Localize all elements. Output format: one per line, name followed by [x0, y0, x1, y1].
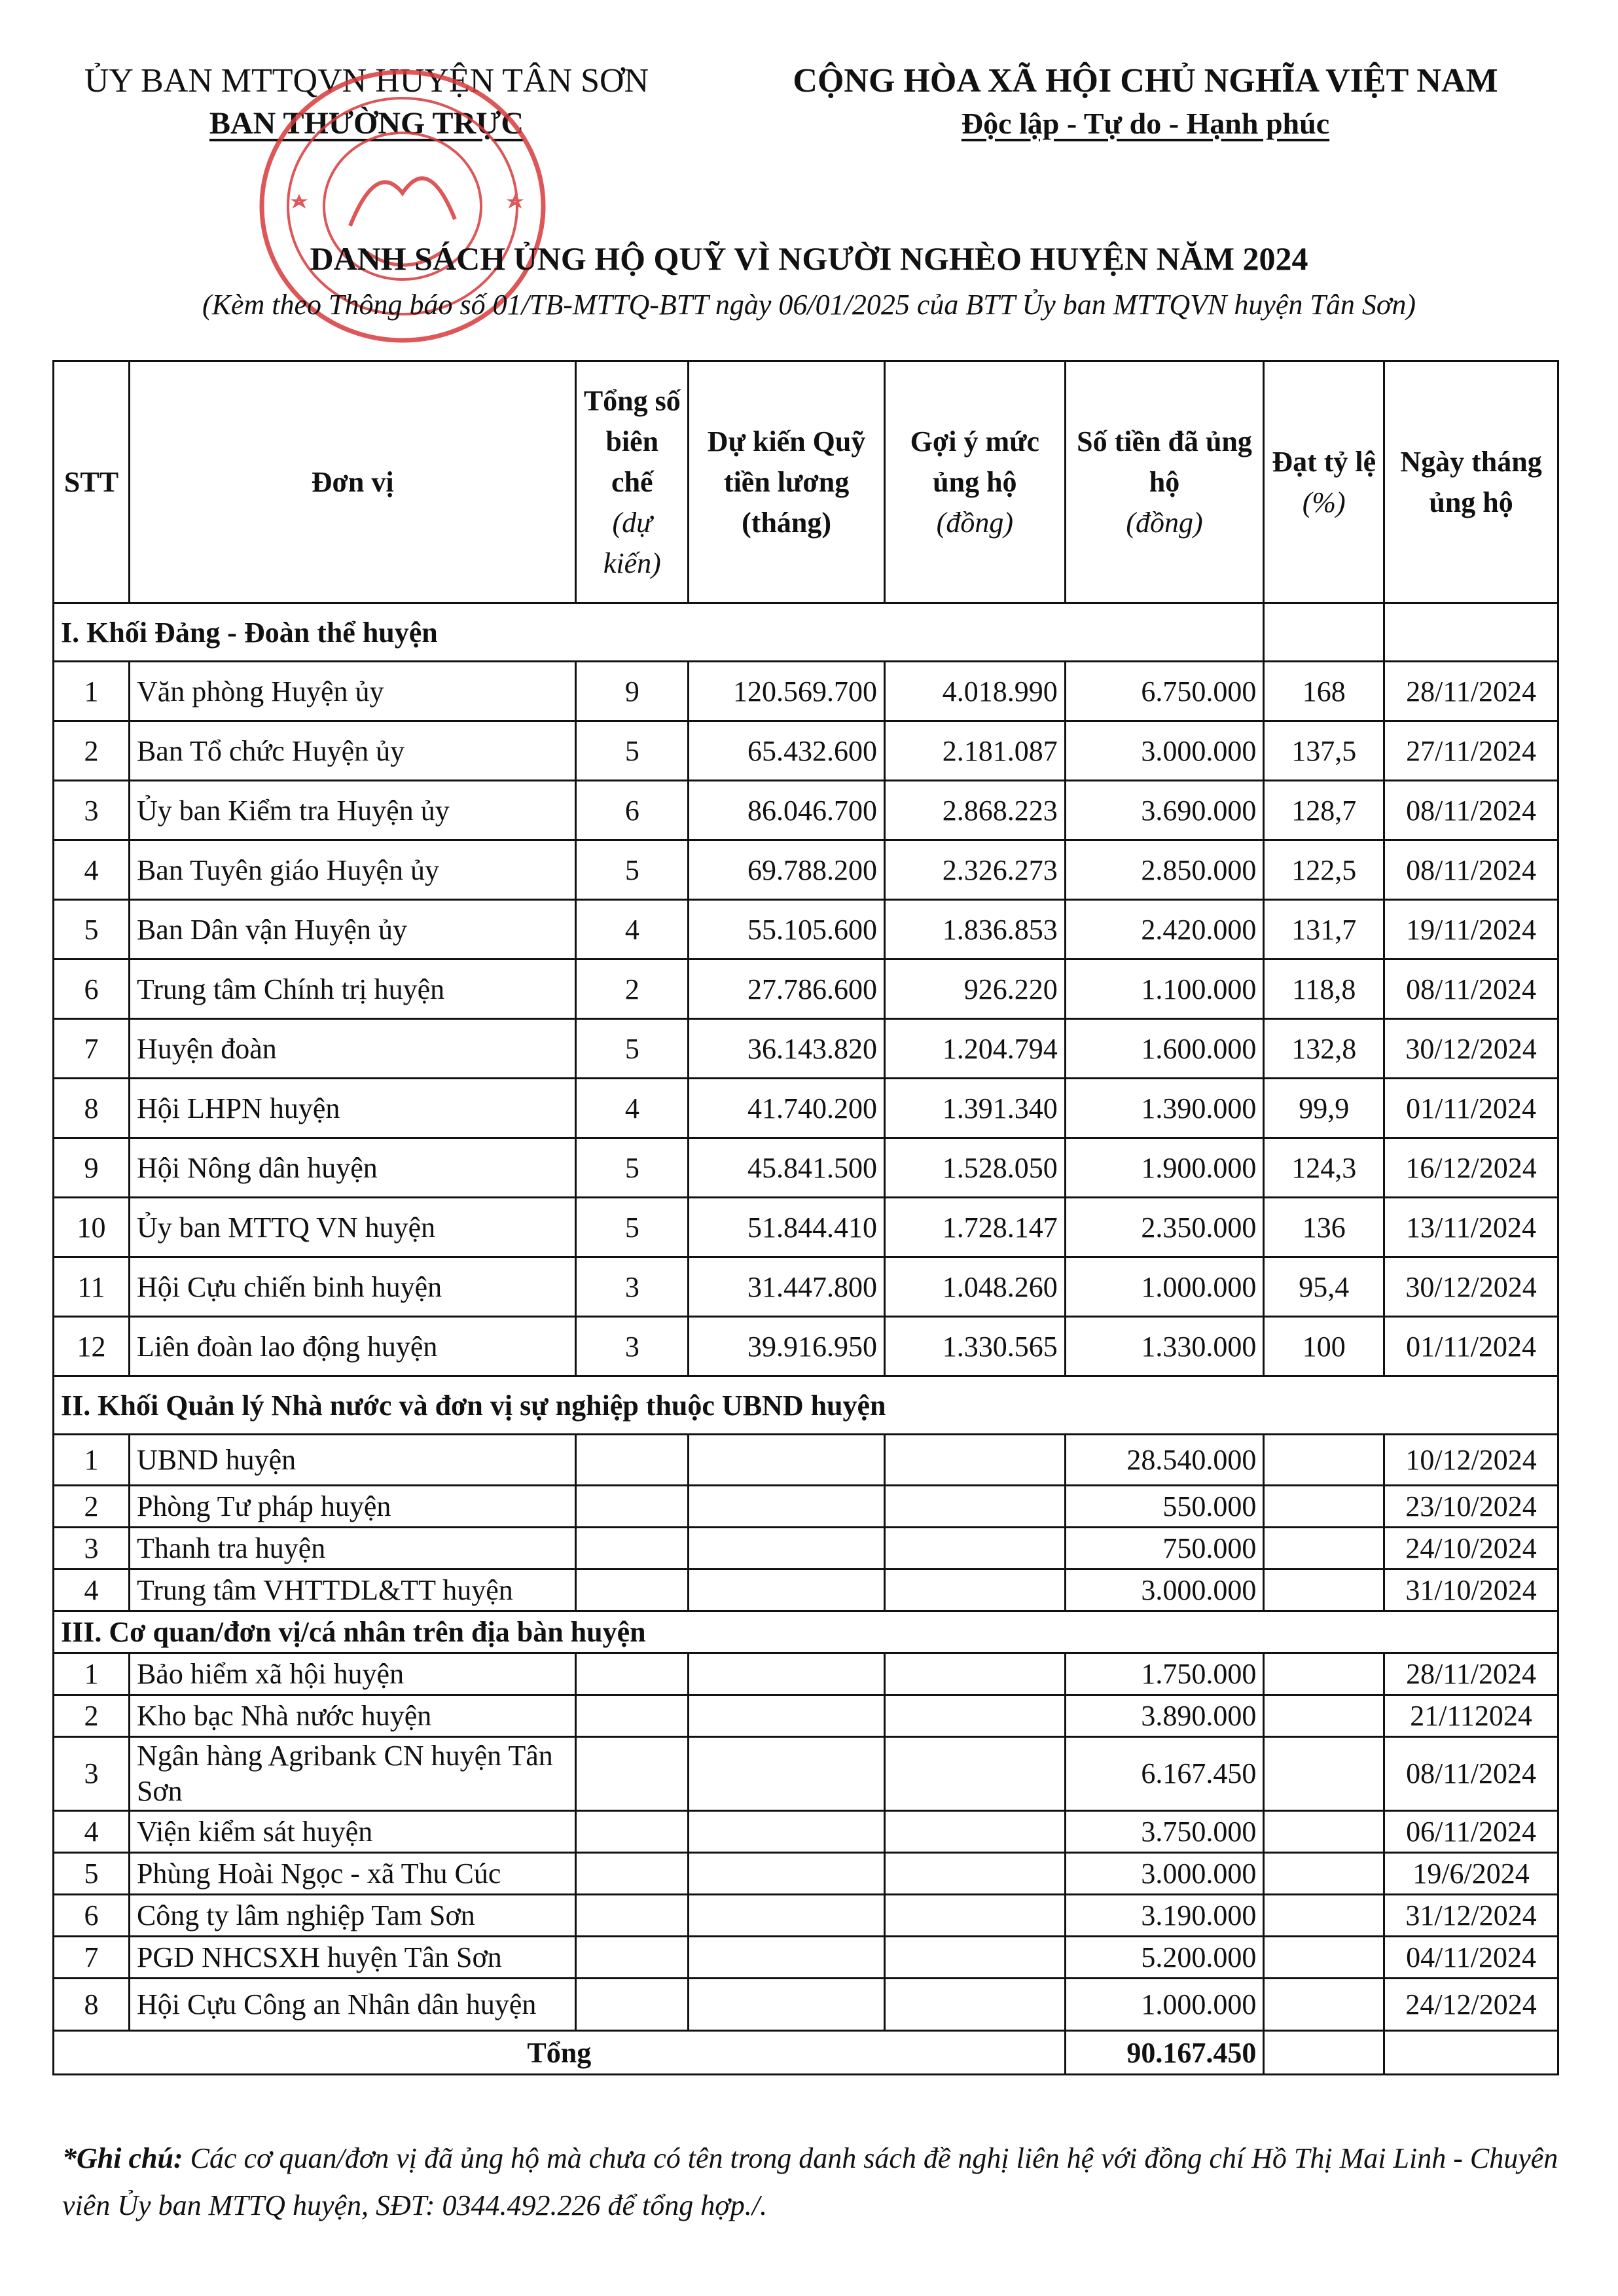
seal-star-left	[294, 196, 304, 206]
cell-rate: 100	[1264, 1317, 1384, 1376]
cell-unit: Liên đoàn lao động huyện	[129, 1317, 575, 1376]
cell-salary-fund: 120.569.700	[689, 662, 885, 721]
table-row	[54, 960, 1558, 1019]
cell-stt: 3	[54, 781, 130, 840]
cell-donated: 550.000	[1065, 1486, 1264, 1528]
cell-rate: 137,5	[1264, 721, 1384, 781]
cell-salary-fund: 31.447.800	[689, 1257, 885, 1317]
cell-salary-fund	[689, 1853, 885, 1895]
cell-suggested	[884, 1737, 1065, 1811]
cell-staff: 5	[576, 840, 689, 900]
table-row	[54, 1695, 1558, 1737]
table-row	[54, 1853, 1558, 1895]
cell-stt: 2	[54, 1486, 130, 1528]
cell-suggested	[884, 1528, 1065, 1570]
col-header-suggested	[884, 361, 1065, 603]
cell-staff	[576, 1737, 689, 1811]
cell-unit: Phùng Hoài Ngọc - xã Thu Cúc	[129, 1853, 575, 1895]
table-row	[54, 1079, 1558, 1138]
cell-date: 21/112024	[1384, 1695, 1558, 1737]
cell-stt: 7	[54, 1937, 130, 1979]
cell-suggested	[884, 1653, 1065, 1695]
donation-table	[52, 360, 1559, 2075]
section-header-row	[54, 1376, 1558, 1435]
col-header-staff-label: Tổng số biên chế	[583, 384, 681, 498]
cell-date: 01/11/2024	[1384, 1079, 1558, 1138]
section-header-row	[54, 603, 1558, 662]
cell-stt: 11	[54, 1257, 130, 1317]
cell-unit: Hội Nông dân huyện	[129, 1138, 575, 1198]
cell-rate	[1264, 1937, 1384, 1979]
col-header-rate	[1264, 361, 1384, 603]
cell-date: 28/11/2024	[1384, 1653, 1558, 1695]
cell-stt: 4	[54, 840, 130, 900]
cell-date: 31/12/2024	[1384, 1895, 1558, 1937]
cell-donated: 6.167.450	[1065, 1737, 1264, 1811]
cell-staff	[576, 1979, 689, 2031]
section-header-row	[54, 1611, 1558, 1653]
cell-rate: 124,3	[1264, 1138, 1384, 1198]
cell-rate	[1264, 1570, 1384, 1611]
cell-unit: Ban Dân vận Huyện ủy	[129, 900, 575, 960]
cell-donated: 3.890.000	[1065, 1695, 1264, 1737]
cell-staff: 6	[576, 781, 689, 840]
cell-unit: Viện kiểm sát huyện	[129, 1811, 575, 1853]
col-header-unit: Đơn vị	[129, 361, 575, 603]
section-title: II. Khối Quản lý Nhà nước và đơn vị sự nghiệp thuộc UBND huyện	[54, 1376, 1558, 1435]
cell-suggested: 1.728.147	[884, 1198, 1065, 1257]
cell-rate	[1264, 1653, 1384, 1695]
cell-staff: 3	[576, 1317, 689, 1376]
cell-rate	[1264, 1811, 1384, 1853]
cell-date: 31/10/2024	[1384, 1570, 1558, 1611]
cell-date: 27/11/2024	[1384, 721, 1558, 781]
cell-stt: 1	[54, 1435, 130, 1486]
cell-unit: Bảo hiểm xã hội huyện	[129, 1653, 575, 1695]
cell-suggested: 1.048.260	[884, 1257, 1065, 1317]
cell-rate	[1264, 1695, 1384, 1737]
cell-donated: 750.000	[1065, 1528, 1264, 1570]
table-row	[54, 1198, 1558, 1257]
table-row	[54, 900, 1558, 960]
section-title-blank	[1384, 603, 1558, 662]
table-row	[54, 1138, 1558, 1198]
col-header-staff	[576, 361, 689, 603]
total-blank	[1384, 2031, 1558, 2075]
cell-date: 08/11/2024	[1384, 1737, 1558, 1811]
cell-stt: 8	[54, 1079, 130, 1138]
cell-unit: Huyện đoàn	[129, 1019, 575, 1079]
cell-rate: 168	[1264, 662, 1384, 721]
cell-staff: 9	[576, 662, 689, 721]
cell-unit: Trung tâm Chính trị huyện	[129, 960, 575, 1019]
cell-stt: 8	[54, 1979, 130, 2031]
cell-date: 16/12/2024	[1384, 1138, 1558, 1198]
cell-date: 13/11/2024	[1384, 1198, 1558, 1257]
cell-unit: UBND huyện	[129, 1435, 575, 1486]
cell-salary-fund	[689, 1695, 885, 1737]
cell-stt: 2	[54, 1695, 130, 1737]
cell-donated: 1.750.000	[1065, 1653, 1264, 1695]
cell-unit: Phòng Tư pháp huyện	[129, 1486, 575, 1528]
cell-staff: 4	[576, 900, 689, 960]
cell-stt: 10	[54, 1198, 130, 1257]
col-header-rate-label: Đạt tỷ lệ	[1272, 445, 1376, 478]
total-value: 90.167.450	[1065, 2031, 1264, 2075]
cell-salary-fund	[689, 1979, 885, 2031]
cell-salary-fund	[689, 1528, 885, 1570]
cell-rate: 118,8	[1264, 960, 1384, 1019]
cell-suggested: 1.330.565	[884, 1317, 1065, 1376]
cell-donated: 6.750.000	[1065, 662, 1264, 721]
cell-rate	[1264, 1486, 1384, 1528]
section-title-blank	[1264, 603, 1384, 662]
document-subtitle: (Kèm theo Thông báo số 01/TB-MTTQ-BTT ngày 06/01/2025 của BTT Ủy ban MTTQVN huyện Tân Sơn)	[202, 289, 1416, 321]
cell-stt: 1	[54, 662, 130, 721]
cell-suggested	[884, 1486, 1065, 1528]
cell-staff	[576, 1937, 689, 1979]
cell-salary-fund	[689, 1486, 885, 1528]
table-row	[54, 1895, 1558, 1937]
cell-staff: 5	[576, 1019, 689, 1079]
cell-salary-fund: 27.786.600	[689, 960, 885, 1019]
cell-unit: Ủy ban Kiểm tra Huyện ủy	[129, 781, 575, 840]
national-motto-block	[720, 60, 1571, 145]
cell-donated: 1.330.000	[1065, 1317, 1264, 1376]
cell-rate	[1264, 1737, 1384, 1811]
table-row	[54, 1937, 1558, 1979]
table-header-row	[54, 361, 1558, 603]
cell-suggested: 1.391.340	[884, 1079, 1065, 1138]
cell-suggested: 1.528.050	[884, 1138, 1065, 1198]
cell-salary-fund: 45.841.500	[689, 1138, 885, 1198]
cell-salary-fund: 51.844.410	[689, 1198, 885, 1257]
cell-suggested	[884, 1853, 1065, 1895]
cell-date: 01/11/2024	[1384, 1317, 1558, 1376]
table-row	[54, 662, 1558, 721]
cell-unit: PGD NHCSXH huyện Tân Sơn	[129, 1937, 575, 1979]
cell-unit: Ban Tổ chức Huyện ủy	[129, 721, 575, 781]
cell-donated: 3.690.000	[1065, 781, 1264, 840]
cell-donated: 1.900.000	[1065, 1138, 1264, 1198]
cell-stt: 5	[54, 1853, 130, 1895]
table-row	[54, 1811, 1558, 1853]
table-row	[54, 1653, 1558, 1695]
cell-unit: Ủy ban MTTQ VN huyện	[129, 1198, 575, 1257]
table-row	[54, 1570, 1558, 1611]
table-row	[54, 1979, 1558, 2031]
cell-unit: Hội Cựu chiến binh huyện	[129, 1257, 575, 1317]
table-row	[54, 1435, 1558, 1486]
cell-salary-fund	[689, 1737, 885, 1811]
cell-rate: 132,8	[1264, 1019, 1384, 1079]
cell-stt: 6	[54, 1895, 130, 1937]
cell-stt: 7	[54, 1019, 130, 1079]
cell-unit: Hội LHPN huyện	[129, 1079, 575, 1138]
cell-staff	[576, 1570, 689, 1611]
cell-staff: 2	[576, 960, 689, 1019]
cell-date: 06/11/2024	[1384, 1811, 1558, 1853]
cell-date: 24/10/2024	[1384, 1528, 1558, 1570]
cell-donated: 1.390.000	[1065, 1079, 1264, 1138]
cell-rate	[1264, 1528, 1384, 1570]
table-row	[54, 1019, 1558, 1079]
cell-salary-fund	[689, 1895, 885, 1937]
cell-donated: 3.190.000	[1065, 1895, 1264, 1937]
table-row	[54, 1528, 1558, 1570]
cell-donated: 3.000.000	[1065, 1853, 1264, 1895]
cell-stt: 6	[54, 960, 130, 1019]
cell-suggested	[884, 1695, 1065, 1737]
cell-unit: Ngân hàng Agribank CN huyện Tân Sơn	[129, 1737, 575, 1811]
cell-donated: 3.750.000	[1065, 1811, 1264, 1853]
seal-emblem-figure	[350, 179, 455, 226]
cell-stt: 2	[54, 721, 130, 781]
cell-unit: Hội Cựu Công an Nhân dân huyện	[129, 1979, 575, 2031]
col-header-donated	[1065, 361, 1264, 603]
cell-stt: 1	[54, 1653, 130, 1695]
cell-unit: Ban Tuyên giáo Huyện ủy	[129, 840, 575, 900]
cell-stt: 3	[54, 1737, 130, 1811]
cell-rate	[1264, 1435, 1384, 1486]
cell-staff: 4	[576, 1079, 689, 1138]
cell-date: 10/12/2024	[1384, 1435, 1558, 1486]
col-header-donated-unit: (đồng)	[1126, 506, 1203, 539]
cell-donated: 1.600.000	[1065, 1019, 1264, 1079]
country-name: CỘNG HÒA XÃ HỘI CHỦ NGHĨA VIỆT NAM	[793, 62, 1498, 99]
cell-staff	[576, 1895, 689, 1937]
table-row	[54, 1737, 1558, 1811]
col-header-suggested-label: Gợi ý mức ủng hộ	[910, 425, 1040, 498]
cell-staff	[576, 1853, 689, 1895]
cell-rate: 95,4	[1264, 1257, 1384, 1317]
cell-suggested	[884, 1811, 1065, 1853]
seal-inner-ring	[288, 98, 517, 314]
national-motto: Độc lập - Tự do - Hạnh phúc	[961, 107, 1330, 140]
cell-staff	[576, 1435, 689, 1486]
cell-salary-fund	[689, 1570, 885, 1611]
cell-salary-fund: 86.046.700	[689, 781, 885, 840]
seal-star-right	[510, 196, 520, 206]
cell-staff: 5	[576, 1198, 689, 1257]
cell-date: 30/12/2024	[1384, 1019, 1558, 1079]
cell-unit: Công ty lâm nghiệp Tam Sơn	[129, 1895, 575, 1937]
col-header-donated-label: Số tiền đã ủng hộ	[1077, 425, 1252, 498]
cell-salary-fund: 39.916.950	[689, 1317, 885, 1376]
cell-suggested	[884, 1435, 1065, 1486]
total-row	[54, 2031, 1558, 2075]
cell-date: 08/11/2024	[1384, 840, 1558, 900]
total-blank	[1264, 2031, 1384, 2075]
cell-suggested: 2.868.223	[884, 781, 1065, 840]
cell-donated: 3.000.000	[1065, 1570, 1264, 1611]
cell-rate: 122,5	[1264, 840, 1384, 900]
col-header-suggested-unit: (đồng)	[936, 506, 1013, 539]
cell-date: 19/11/2024	[1384, 900, 1558, 960]
cell-salary-fund	[689, 1811, 885, 1853]
cell-donated: 1.100.000	[1065, 960, 1264, 1019]
cell-unit: Văn phòng Huyện ủy	[129, 662, 575, 721]
section-title: III. Cơ quan/đơn vị/cá nhân trên địa bàn huyện	[54, 1611, 1558, 1653]
cell-rate: 136	[1264, 1198, 1384, 1257]
cell-salary-fund	[689, 1435, 885, 1486]
cell-unit: Thanh tra huyện	[129, 1528, 575, 1570]
cell-donated: 28.540.000	[1065, 1435, 1264, 1486]
cell-staff	[576, 1695, 689, 1737]
cell-date: 08/11/2024	[1384, 960, 1558, 1019]
cell-staff: 5	[576, 1138, 689, 1198]
cell-suggested: 2.181.087	[884, 721, 1065, 781]
table-row	[54, 1486, 1558, 1528]
footnote	[62, 2135, 1568, 2229]
cell-donated: 2.420.000	[1065, 900, 1264, 960]
table-row	[54, 840, 1558, 900]
cell-suggested: 1.204.794	[884, 1019, 1065, 1079]
document-title: DANH SÁCH ỦNG HỘ QUỸ VÌ NGƯỜI NGHÈO HUYỆN NĂM 2024	[310, 240, 1308, 277]
cell-staff	[576, 1486, 689, 1528]
cell-salary-fund	[689, 1937, 885, 1979]
table-row	[54, 1257, 1558, 1317]
cell-salary-fund: 36.143.820	[689, 1019, 885, 1079]
cell-unit: Trung tâm VHTTDL&TT huyện	[129, 1570, 575, 1611]
cell-date: 28/11/2024	[1384, 662, 1558, 721]
table-row	[54, 721, 1558, 781]
cell-suggested	[884, 1895, 1065, 1937]
cell-donated: 1.000.000	[1065, 1979, 1264, 2031]
section-title: I. Khối Đảng - Đoàn thể huyện	[54, 603, 1264, 662]
cell-staff	[576, 1811, 689, 1853]
cell-date: 23/10/2024	[1384, 1486, 1558, 1528]
cell-stt: 4	[54, 1811, 130, 1853]
cell-staff: 3	[576, 1257, 689, 1317]
cell-date: 08/11/2024	[1384, 781, 1558, 840]
cell-unit: Kho bạc Nhà nước huyện	[129, 1695, 575, 1737]
cell-suggested: 1.836.853	[884, 900, 1065, 960]
cell-staff	[576, 1653, 689, 1695]
cell-salary-fund: 41.740.200	[689, 1079, 885, 1138]
cell-suggested	[884, 1937, 1065, 1979]
cell-donated: 5.200.000	[1065, 1937, 1264, 1979]
col-header-staff-note: (dự kiến)	[603, 506, 661, 579]
cell-suggested: 2.326.273	[884, 840, 1065, 900]
cell-date: 30/12/2024	[1384, 1257, 1558, 1317]
cell-stt: 4	[54, 1570, 130, 1611]
col-header-salary-fund: Dự kiến Quỹ tiền lương (tháng)	[689, 361, 885, 603]
cell-stt: 5	[54, 900, 130, 960]
cell-rate: 128,7	[1264, 781, 1384, 840]
issuer-name: ỦY BAN MTTQVN HUYỆN TÂN SƠN	[84, 62, 649, 99]
cell-donated: 1.000.000	[1065, 1257, 1264, 1317]
issuer-department: BAN THƯỜNG TRỰC	[209, 106, 524, 141]
cell-staff: 5	[576, 721, 689, 781]
cell-suggested	[884, 1570, 1065, 1611]
cell-suggested	[884, 1979, 1065, 2031]
cell-salary-fund: 55.105.600	[689, 900, 885, 960]
total-label: Tổng	[54, 2031, 1066, 2075]
table-row	[54, 781, 1558, 840]
cell-date: 24/12/2024	[1384, 1979, 1558, 2031]
cell-rate	[1264, 1853, 1384, 1895]
table-row	[54, 1317, 1558, 1376]
cell-suggested: 926.220	[884, 960, 1065, 1019]
cell-rate	[1264, 1979, 1384, 2031]
cell-suggested: 4.018.990	[884, 662, 1065, 721]
cell-rate: 131,7	[1264, 900, 1384, 960]
cell-staff	[576, 1528, 689, 1570]
cell-donated: 2.350.000	[1065, 1198, 1264, 1257]
cell-date: 19/6/2024	[1384, 1853, 1558, 1895]
cell-rate: 99,9	[1264, 1079, 1384, 1138]
footnote-text: Các cơ quan/đơn vị đã ủng hộ mà chưa có tên trong danh sách đề nghị liên hệ với đồng chí Hồ Thị Mai Linh - Chuyên viên Ủy ban MTTQ huyện, SĐT: 0344.492.226 để tổng hợp./.	[62, 2142, 1558, 2221]
col-header-stt: STT	[54, 361, 130, 603]
cell-salary-fund: 65.432.600	[689, 721, 885, 781]
cell-stt: 9	[54, 1138, 130, 1198]
cell-stt: 3	[54, 1528, 130, 1570]
col-header-rate-unit: (%)	[1302, 486, 1346, 518]
cell-rate	[1264, 1895, 1384, 1937]
footnote-label: *Ghi chú:	[62, 2142, 183, 2174]
cell-stt: 12	[54, 1317, 130, 1376]
col-header-date: Ngày tháng ủng hộ	[1384, 361, 1558, 603]
cell-donated: 3.000.000	[1065, 721, 1264, 781]
cell-donated: 2.850.000	[1065, 840, 1264, 900]
cell-date: 04/11/2024	[1384, 1937, 1558, 1979]
cell-salary-fund: 69.788.200	[689, 840, 885, 900]
cell-salary-fund	[689, 1653, 885, 1695]
